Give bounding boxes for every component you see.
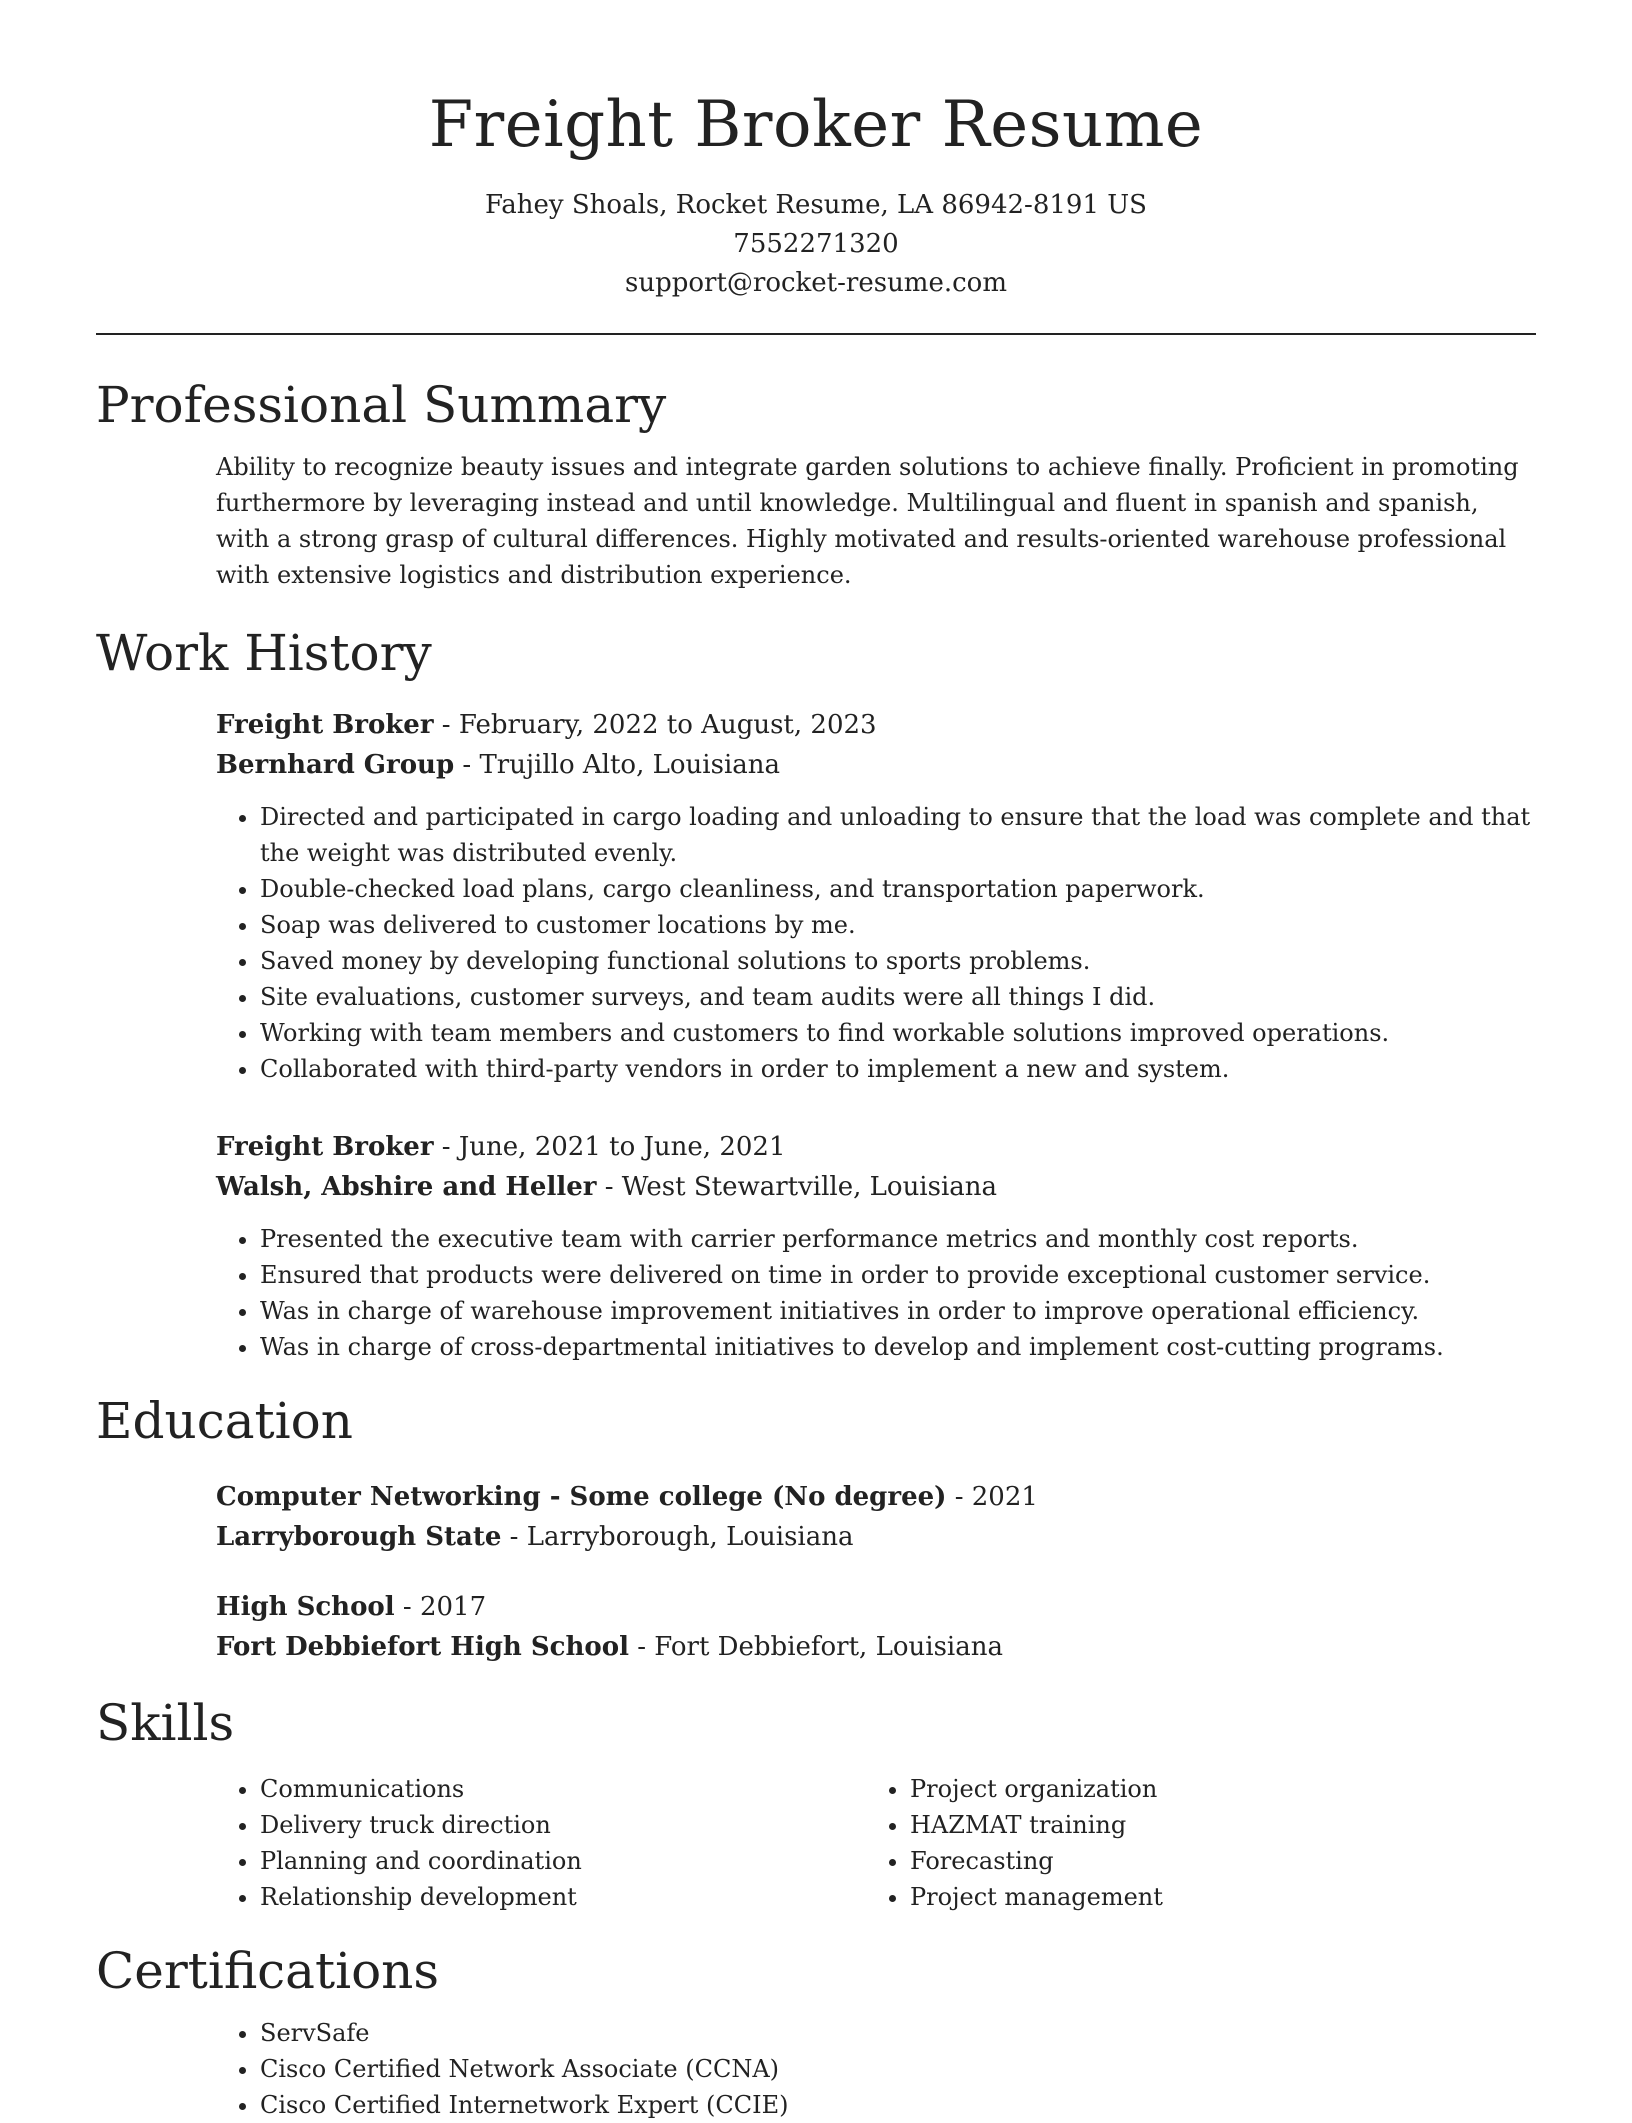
skills-list-right xyxy=(866,1771,1516,1915)
list-item: • Cisco Certified Network Associate (CCNA) xyxy=(260,2051,1536,2087)
job-location: - West Stewartville, Louisiana xyxy=(596,1172,998,1202)
skills-columns xyxy=(216,1771,1536,1915)
list-item: • Delivery truck direction xyxy=(260,1807,866,1843)
certifications-heading: Certifications xyxy=(96,1942,440,2000)
summary-text: Ability to recognize beauty issues and integrate garden solutions to achieve finally. Proficient in promoting furthermore by leveraging instead and until knowledge. Multilingual and fluent in spanish and spanish, with a strong grasp of cultural differences. Highly motivated and results-oriented warehouse professional with extensive logistics and distribution experience. xyxy=(216,453,1519,589)
job-title-line xyxy=(216,705,1536,745)
list-item: • Presented the executive team with carrier performance metrics and monthly cost reports. xyxy=(260,1221,1536,1257)
job-title-line xyxy=(216,1127,1536,1167)
resume-header xyxy=(96,0,1536,303)
job-company-line xyxy=(216,1167,1536,1207)
list-item: • Forecasting xyxy=(910,1843,1516,1879)
job-company: Walsh, Abshire and Heller xyxy=(216,1172,597,1202)
list-item: • Ensured that products were delivered on time in order to provide exceptional customer service. xyxy=(260,1257,1536,1293)
list-item: • Planning and coordination xyxy=(260,1843,866,1879)
work-history-heading: Work History xyxy=(96,624,432,682)
list-item: • Site evaluations, customer surveys, and team audits were all things I did. xyxy=(260,979,1536,1015)
certifications-list xyxy=(216,2015,1536,2123)
job-duties-list xyxy=(216,1221,1536,1365)
contact-info xyxy=(96,186,1536,303)
list-item: • Was in charge of cross-departmental initiatives to develop and implement cost-cutting programs. xyxy=(260,1329,1536,1365)
school-location: - Fort Debbiefort, Louisiana xyxy=(628,1632,1003,1662)
list-item: • Saved money by developing functional solutions to sports problems. xyxy=(260,943,1536,979)
list-item: • Directed and participated in cargo loading and unloading to ensure that the load was complete and that the weight was distributed evenly. xyxy=(260,799,1536,871)
job-role: Freight Broker xyxy=(216,1132,434,1162)
school-line xyxy=(216,1517,1536,1557)
degree-year: - 2017 xyxy=(394,1592,487,1622)
contact-phone: 7552271320 xyxy=(733,229,899,259)
education-entry-1 xyxy=(216,1477,1536,1557)
list-item: • Collaborated with third-party vendors in order to implement a new and system. xyxy=(260,1051,1536,1087)
skills-heading: Skills xyxy=(96,1694,235,1752)
degree-line xyxy=(216,1477,1536,1517)
list-item: • Project management xyxy=(910,1879,1516,1915)
job-dates: - June, 2021 to June, 2021 xyxy=(433,1132,786,1162)
degree-line xyxy=(216,1587,1536,1627)
list-item: • HAZMAT training xyxy=(910,1807,1516,1843)
contact-address: Fahey Shoals, Rocket Resume, LA 86942-8191 US xyxy=(485,190,1147,220)
list-item: • Project organization xyxy=(910,1771,1516,1807)
list-item: • Relationship development xyxy=(260,1879,866,1915)
job-dates: - February, 2022 to August, 2023 xyxy=(433,710,877,740)
resume-page xyxy=(96,0,1536,2119)
list-item: • Soap was delivered to customer locations by me. xyxy=(260,907,1536,943)
summary-heading: Professional Summary xyxy=(96,376,667,434)
school-name: Fort Debbiefort High School xyxy=(216,1632,629,1662)
list-item: • Double-checked load plans, cargo cleanliness, and transportation paperwork. xyxy=(260,871,1536,907)
list-item: • Cisco Certified Internetwork Expert (CCIE) xyxy=(260,2087,1536,2123)
skills-list-left xyxy=(216,1771,866,1915)
header-divider xyxy=(96,333,1536,335)
job-entry-1 xyxy=(216,705,1536,1087)
list-item: • Communications xyxy=(260,1771,866,1807)
job-company-line xyxy=(216,745,1536,785)
job-company: Bernhard Group xyxy=(216,750,455,780)
degree-name: Computer Networking - Some college (No degree) xyxy=(216,1482,947,1512)
degree-name: High School xyxy=(216,1592,395,1622)
job-duties-list xyxy=(216,799,1536,1087)
school-name: Larryborough State xyxy=(216,1522,502,1552)
contact-email: support@rocket-resume.com xyxy=(624,268,1007,298)
list-item: • Was in charge of warehouse improvement initiatives in order to improve operational efficiency. xyxy=(260,1293,1536,1329)
list-item: • ServSafe xyxy=(260,2015,1536,2051)
education-entry-2 xyxy=(216,1587,1536,1667)
certifications-block xyxy=(216,2015,1536,2123)
list-item: • Working with team members and customers to find workable solutions improved operations. xyxy=(260,1015,1536,1051)
resume-title: Freight Broker Resume xyxy=(428,88,1204,162)
school-location: - Larryborough, Louisiana xyxy=(501,1522,854,1552)
school-line xyxy=(216,1627,1536,1667)
job-entry-2 xyxy=(216,1127,1536,1365)
job-location: - Trujillo Alto, Louisiana xyxy=(454,750,781,780)
education-heading: Education xyxy=(96,1392,353,1450)
job-role: Freight Broker xyxy=(216,710,434,740)
degree-year: - 2021 xyxy=(946,1482,1038,1512)
